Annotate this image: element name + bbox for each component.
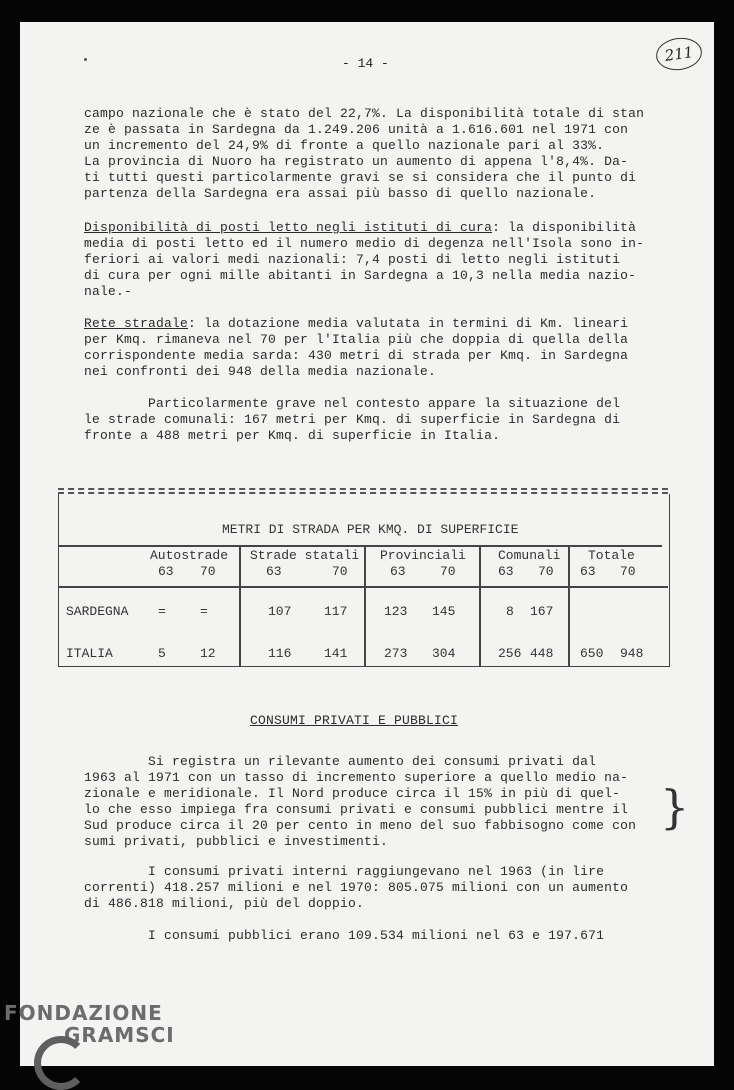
table-cell: 141: [324, 646, 348, 661]
column-header-autostrade: Autostrade: [150, 548, 229, 563]
year-header: 70: [332, 564, 348, 579]
table-cell: 948: [620, 646, 644, 661]
row-label-sardegna: SARDEGNA: [66, 604, 129, 619]
year-header: 63: [390, 564, 406, 579]
table-rule: [58, 545, 662, 547]
row-label-italia: ITALIA: [66, 646, 113, 661]
gramsci-g-icon: [34, 1036, 88, 1090]
text-line: fronte a 488 metri per Kmq. di superficie in Italia.: [84, 428, 501, 443]
text-line: zionale e meridionale. Il Nord produce circa il 15% in più di quel-: [84, 786, 621, 801]
archive-stamp-number: 211: [654, 35, 704, 73]
text-line: 1963 al 1971 con un tasso di incremento superiore a quello medio na-: [84, 770, 629, 785]
text-line: [84, 316, 628, 332]
table-cell: =: [200, 604, 208, 619]
text-line: correnti) 418.257 milioni e nel 1970: 805.075 milioni con un aumento: [84, 880, 629, 895]
section-heading-consumi: CONSUMI PRIVATI E PUBBLICI: [250, 713, 459, 728]
table-cell: 167: [530, 604, 554, 619]
text-line: sumi privati, pubblici e investimenti.: [84, 834, 389, 849]
watermark-line: FONDAZIONE: [4, 1001, 163, 1025]
text-line: Sud produce circa il 20 per cento in meno del suo fabbisogno come con: [84, 818, 637, 833]
column-header-statali: Strade statali: [250, 548, 360, 563]
text-line: I consumi pubblici erano 109.534 milioni nel 63 e 197.671: [84, 928, 605, 943]
text-line: di cura per ogni mille abitanti in Sardegna a 10,3 nella media nazio-: [84, 268, 637, 283]
table-divider: [239, 545, 241, 666]
table-title: METRI DI STRADA PER KMQ. DI SUPERFICIE: [222, 522, 519, 537]
text-line: ze è passata in Sardegna da 1.249.206 unità a 1.616.601 nel 1971 con: [84, 122, 629, 137]
speck: [84, 58, 87, 61]
table-cell: 116: [268, 646, 292, 661]
text-line: per Kmq. rimaneva nel 70 per l'Italia più che doppia di quella della: [84, 332, 629, 347]
table-cell: 8: [506, 604, 514, 619]
text-line: di 486.818 milioni, più del doppio.: [84, 896, 365, 911]
table-cell: =: [158, 604, 166, 619]
column-header-totale: Totale: [588, 548, 635, 563]
watermark-line: GRAMSCI: [64, 1023, 175, 1047]
table-cell: 123: [384, 604, 408, 619]
table-cell: 117: [324, 604, 348, 619]
text-line: campo nazionale che è stato del 22,7%. La disponibilità totale di stan: [84, 106, 645, 121]
text-line: Particolarmente grave nel contesto appare la situazione del: [84, 396, 621, 411]
page-number: - 14 -: [342, 56, 389, 71]
column-header-provinciali: Provinciali: [380, 548, 466, 563]
year-header: 63: [498, 564, 514, 579]
text-line: Si registra un rilevante aumento dei consumi privati dal: [84, 754, 597, 769]
text-span: : la disponibilità: [492, 220, 637, 235]
text-line: I consumi privati interni raggiungevano nel 1963 (in lire: [84, 864, 605, 879]
table-divider: [364, 545, 366, 666]
text-line: corrispondente media sarda: 430 metri di strada per Kmq. in Sardegna: [84, 348, 629, 363]
table-divider: [568, 545, 570, 666]
text-line: nei confronti dei 948 della media nazionale.: [84, 364, 437, 379]
text-line: La provincia di Nuoro ha registrato un aumento di appena l'8,4%. Da-: [84, 154, 629, 169]
section-heading: Rete stradale: [84, 316, 189, 331]
year-header: 63: [580, 564, 596, 579]
margin-brace-mark: }: [660, 780, 690, 834]
year-header: 70: [200, 564, 216, 579]
table-cell: 107: [268, 604, 292, 619]
text-line: media di posti letto ed il numero medio di degenza nell'Isola sono in-: [84, 236, 645, 251]
text-line: partenza della Sardegna era assai più basso di quello nazionale.: [84, 186, 597, 201]
table-divider: [479, 545, 481, 666]
text-line: un incremento del 24,9% di fronte a quello nazionale pari al 33%.: [84, 138, 605, 153]
section-heading: Disponibilità di posti letto negli istituti di cura: [84, 220, 493, 235]
year-header: 63: [158, 564, 174, 579]
table-rule: [58, 586, 668, 588]
column-header-comunali: Comunali: [498, 548, 561, 563]
table-cell: 145: [432, 604, 456, 619]
year-header: 70: [620, 564, 636, 579]
text-span: : la dotazione media valutata in termini di Km. lineari: [188, 316, 629, 331]
table-cell: 650: [580, 646, 604, 661]
text-line: lo che esso impiega fra consumi privati e consumi pubblici mentre il: [84, 802, 629, 817]
table-cell: 256: [498, 646, 522, 661]
table-cell: 5: [158, 646, 166, 661]
table-top-rule: [58, 488, 668, 490]
year-header: 63: [266, 564, 282, 579]
fondazione-gramsci-watermark-logo: [4, 1002, 175, 1046]
text-line: le strade comunali: 167 metri per Kmq. di superficie in Sardegna di: [84, 412, 621, 427]
table-cell: 448: [530, 646, 554, 661]
table-cell: 12: [200, 646, 216, 661]
text-line: [84, 220, 636, 236]
year-header: 70: [440, 564, 456, 579]
table-cell: 304: [432, 646, 456, 661]
text-line: nale.-: [84, 284, 133, 299]
text-line: feriori ai valori medi nazionali: 7,4 posti di letto negli istituti: [84, 252, 621, 267]
year-header: 70: [538, 564, 554, 579]
table-cell: 273: [384, 646, 408, 661]
text-line: ti tutti questi particolarmente gravi se si considera che il punto di: [84, 170, 637, 185]
